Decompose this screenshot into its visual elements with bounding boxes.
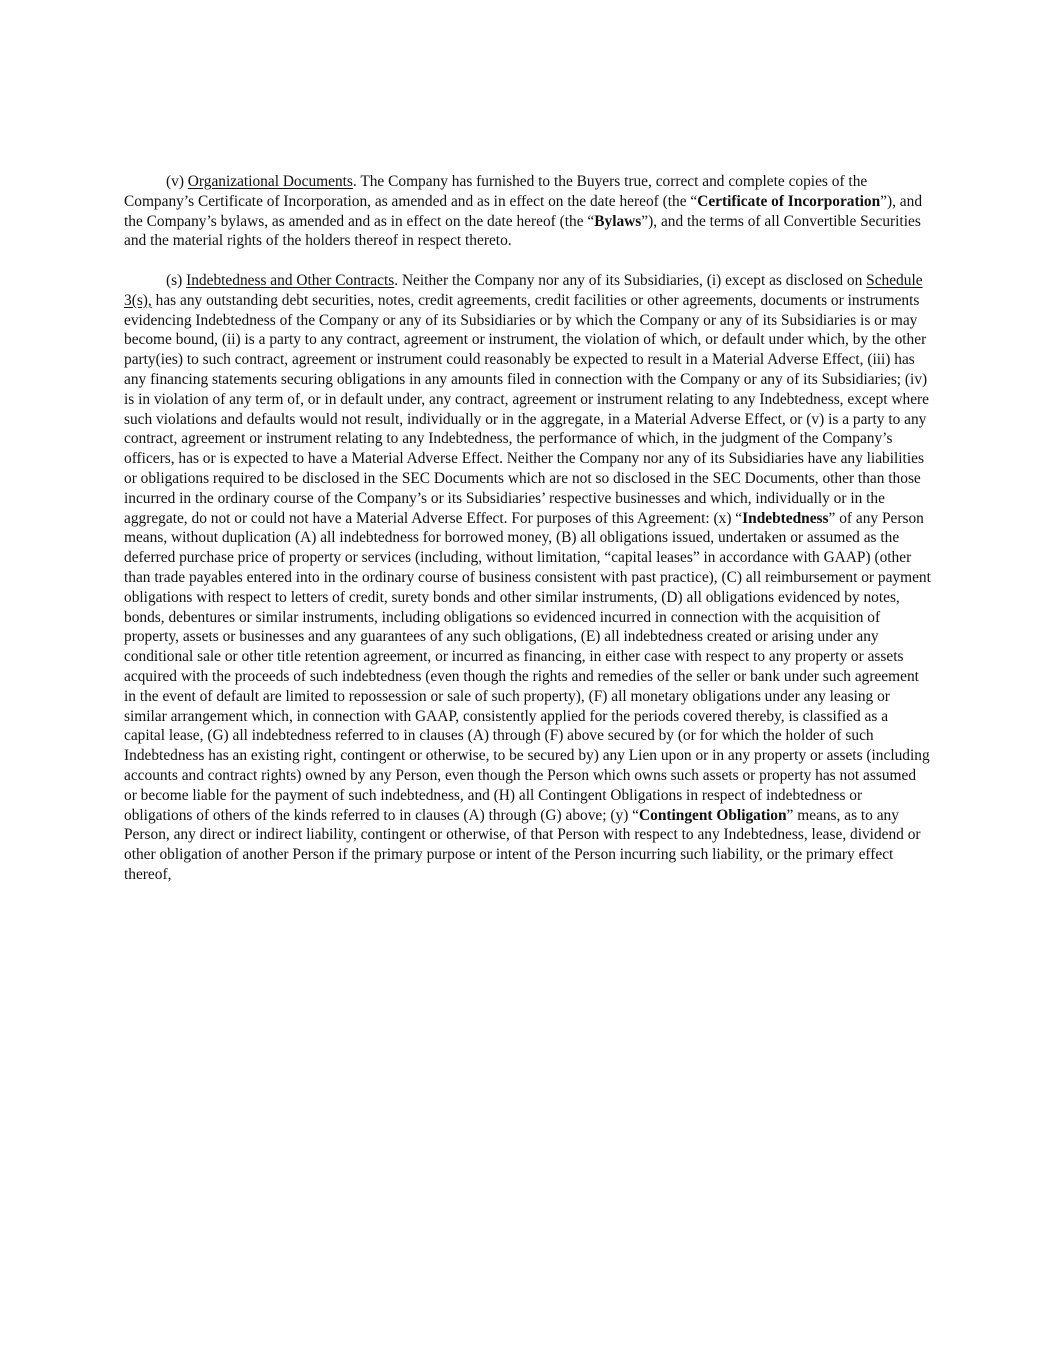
paragraph-indebtedness [124, 271, 932, 885]
defined-term: Contingent Obligation [639, 806, 787, 824]
body-text: ”), and the Company’s bylaws, as amended and as in effect on the date hereof (the “ [124, 192, 923, 230]
defined-term: Certificate of Incorporation [697, 192, 881, 210]
section-label: (v) [166, 173, 188, 190]
body-text: ”), and the terms of all Convertible Securities and the material rights of the holders thereof in respect thereto. [124, 212, 921, 250]
paragraph-organizational-documents [124, 172, 932, 251]
body-text: has any outstanding debt securities, notes, credit agreements, credit facilities or other agreements, documents or instruments evidencing Indebtedness of the Company or any of its Subsidiaries or by which the Company or any of its Subsidiaries is or may become bound, (ii) is a party to any contract, agreement or instrument, the violation of which, or default under which, by the other party(ies) to such contract, agreement or instrument could reasonably be expected to result in a Material Adverse Effect, (iii) has any financing statements securing obligations in any amounts filed in connection with the Company or any of its Subsidiaries; (iv) is in violation of any term of, or in default under, any contract, agreement or instrument relating to any Indebtedness, except where such violations and defaults would not result, individually or in the aggregate, in a Material Adverse Effect, or (v) is a party to any contract, agreement or instrument relating to any Indebtedness, the performance of which, in the judgment of the Company’s officers, has or is expected to have a Material Adverse Effect. Neither the Company nor any of its Subsidiaries have any liabilities or obligations required to be disclosed in the SEC Documents which are not so disclosed in the SEC Documents, other than those incurred in the ordinary course of the Company’s or its Subsidiaries’ respective businesses and which, individually or in the aggregate, do not or could not have a Material Adverse Effect. For purposes of this Agreement: (x) “ [124, 291, 929, 527]
section-heading: Organizational Documents [187, 173, 353, 190]
defined-term: Indebtedness [742, 509, 829, 527]
document-body [124, 172, 932, 885]
schedule-reference: Schedule 3(s), [124, 271, 923, 309]
section-label: (s) [166, 271, 187, 289]
body-text: ” means, as to any Person, any direct or indirect liability, contingent or otherwise, of that Person with respect to any Indebtedness, lease, dividend or other obligation of another Person if the primary purpose or intent of the Person incurring such liability, or the primary effect thereof, [124, 806, 921, 883]
body-text: . Neither the Company nor any of its Subsidiaries, (i) except as disclosed on [394, 271, 867, 289]
body-text: . The Company has furnished to the Buyers true, correct and complete copies of the Company’s Certificate of Incorporation, as amended and as in effect on the date hereof (the “ [124, 173, 868, 210]
section-heading: Indebtedness and Other Contracts [186, 271, 395, 289]
defined-term: Bylaws [594, 212, 642, 230]
body-text: ” of any Person means, without duplication (A) all indebtedness for borrowed money, (B) all obligations issued, undertaken or assumed as the deferred purchase price of property or services (including, without limitation, “capital leases” in accordance with GAAP) (other than trade payables entered into in the ordinary course of business consistent with past practice), (C) all reimbursement or payment obligations with respect to letters of credit, surety bonds and other similar instruments, (D) all obligations evidenced by notes, bonds, debentures or similar instruments, including obligations so evidenced incurred in connection with the acquisition of property, assets or businesses and any guarantees of any such obligations, (E) all indebtedness created or arising under any conditional sale or other title retention agreement, or incurred as financing, in either case with respect to any property or assets acquired with the proceeds of such indebtedness (even though the rights and remedies of the seller or bank under such agreement in the event of default are limited to repossession or sale of such property), (F) all monetary obligations under any leasing or similar arrangement which, in connection with GAAP, consistently applied for the periods covered thereby, is classified as a capital lease, (G) all indebtedness referred to in clauses (A) through (F) above secured by (or for which the holder of such Indebtedness has an existing right, contingent or otherwise, to be secured by) any Lien upon or in any property or assets (including accounts and contract rights) owned by any Person, even though the Person which owns such assets or property has not assumed or become liable for the payment of such indebtedness, and (H) all Contingent Obligations in respect of indebtedness or obligations of others of the kinds referred to in clauses (A) through (G) above; (y) “ [124, 509, 931, 824]
